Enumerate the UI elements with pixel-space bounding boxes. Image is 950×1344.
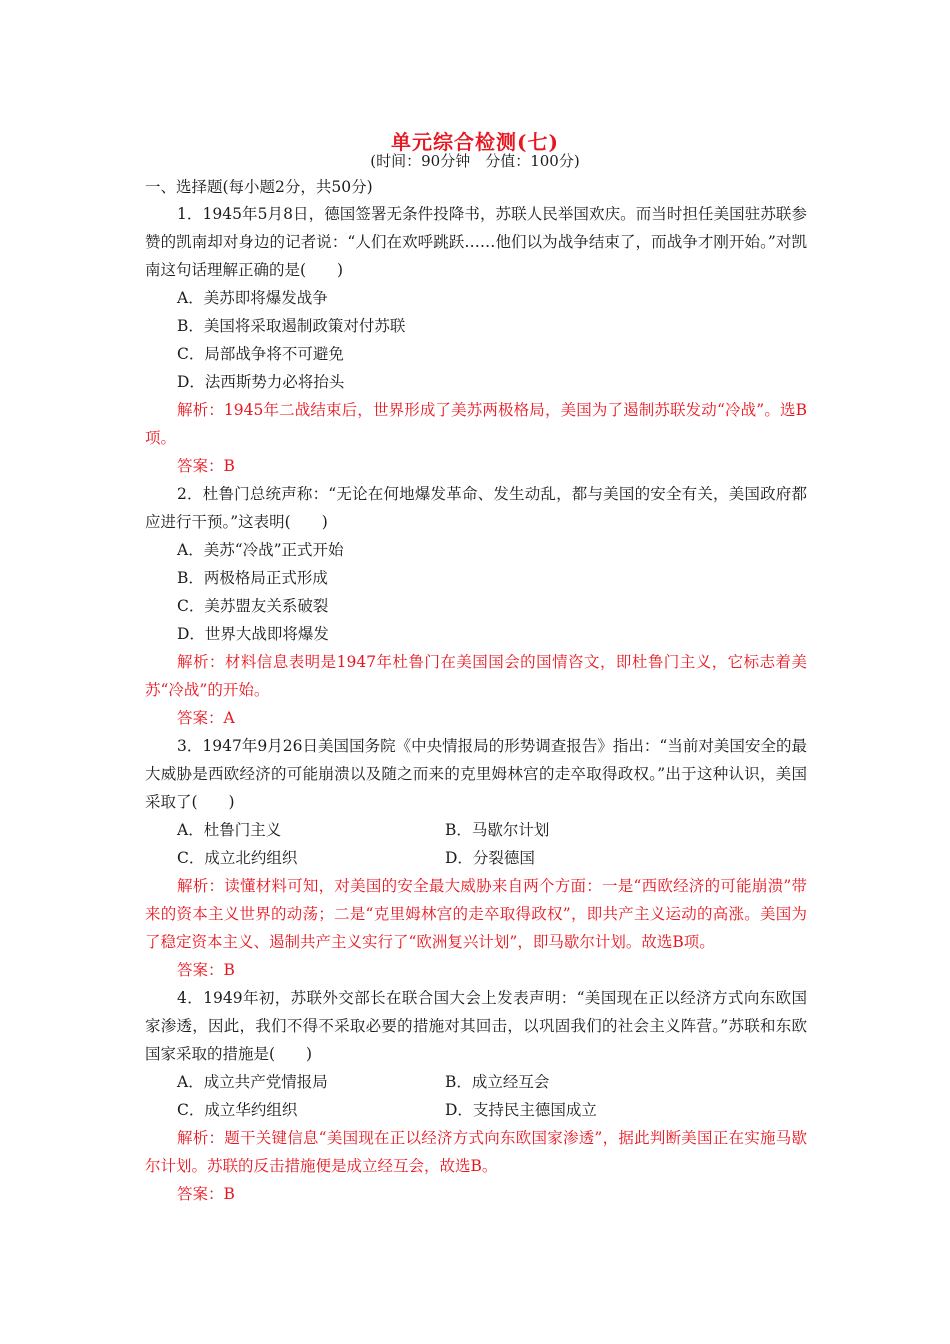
option-d: D．支持民主德国成立	[445, 1101, 597, 1119]
question-2	[145, 480, 807, 732]
option-b: B．马歇尔计划	[445, 821, 550, 839]
question-stem: 3．1947年9月26日美国国务院《中央情报局的形势调查报告》指出：“当前对美国安全的最大威胁是西欧经济的可能崩溃以及随之而来的克里姆林宫的走卒取得政权。”出于这种认识，美国采取了( )	[145, 737, 807, 811]
option-a: A．成立共产党情报局	[177, 1073, 328, 1091]
option-b: B．成立经互会	[445, 1073, 550, 1091]
option-d: D．法西斯势力必将抬头	[177, 373, 345, 391]
page-subtitle: (时间：90分钟 分值：100分)	[370, 152, 580, 170]
analysis-text: 解析：题干关键信息“美国现在正以经济方式向东欧国家渗透”，据此判断美国正在实施马歇尔计划。苏联的反击措施便是成立经互会，故选B。	[145, 1129, 807, 1175]
question-stem: 1．1945年5月8日，德国签署无条件投降书，苏联人民举国欢庆。而当时担任美国驻苏联参赞的凯南却对身边的记者说：“人们在欢呼跳跃……他们以为战争结束了，而战争才刚开始。”对凯南这句话理解正确的是( )	[145, 205, 807, 279]
question-list	[145, 200, 807, 1208]
options-row-2	[145, 844, 807, 872]
option-a: A．美苏“冷战”正式开始	[177, 541, 344, 559]
options-row-1	[145, 816, 807, 844]
analysis-text: 解析：1945年二战结束后，世界形成了美苏两极格局，美国为了遏制苏联发动“冷战”。选B项。	[145, 401, 808, 447]
options-row-1	[145, 1068, 807, 1096]
option-d: D．分裂德国	[445, 849, 535, 867]
question-1	[145, 200, 807, 480]
answer-text: 答案：B	[177, 457, 235, 475]
answer-text: 答案：B	[177, 1185, 235, 1203]
question-stem: 4．1949年初，苏联外交部长在联合国大会上发表声明：“美国现在正以经济方式向东欧国家渗透，因此，我们不得不采取必要的措施对其回击，以巩固我们的社会主义阵营。”苏联和东欧国家采取的措施是( )	[145, 989, 807, 1063]
answer-text: 答案：B	[177, 961, 235, 979]
analysis-text: 解析：读懂材料可知，对美国的安全最大威胁来自两个方面：一是“西欧经济的可能崩溃”带来的资本主义世界的动荡；二是“克里姆林宫的走卒取得政权”，即共产主义运动的高涨。美国为了稳定资本主义、遏制共产主义实行了“欧洲复兴计划”，即马歇尔计划。故选B项。	[145, 877, 807, 951]
section-heading: 一、选择题(每小题2分，共50分)	[145, 178, 373, 196]
page-title: 单元综合检测(七)	[391, 130, 559, 154]
question-stem: 2．杜鲁门总统声称：“无论在何地爆发革命、发生动乱，都与美国的安全有关，美国政府都应进行干预。”这表明( )	[145, 485, 807, 531]
option-c: C．美苏盟友关系破裂	[177, 597, 329, 615]
option-c: C．成立华约组织	[177, 1101, 298, 1119]
option-a: A．杜鲁门主义	[177, 821, 282, 839]
option-b: B．两极格局正式形成	[177, 569, 328, 587]
option-b: B．美国将采取遏制政策对付苏联	[177, 317, 406, 335]
option-c: C．成立北约组织	[177, 849, 298, 867]
question-3	[145, 732, 807, 984]
options-row-2	[145, 1096, 807, 1124]
answer-text: 答案：A	[177, 709, 235, 727]
analysis-text: 解析：材料信息表明是1947年杜鲁门在美国国会的国情咨文，即杜鲁门主义，它标志着美苏“冷战”的开始。	[145, 653, 807, 699]
option-d: D．世界大战即将爆发	[177, 625, 329, 643]
option-c: C．局部战争将不可避免	[177, 345, 344, 363]
question-4	[145, 984, 807, 1208]
option-a: A．美苏即将爆发战争	[177, 289, 328, 307]
